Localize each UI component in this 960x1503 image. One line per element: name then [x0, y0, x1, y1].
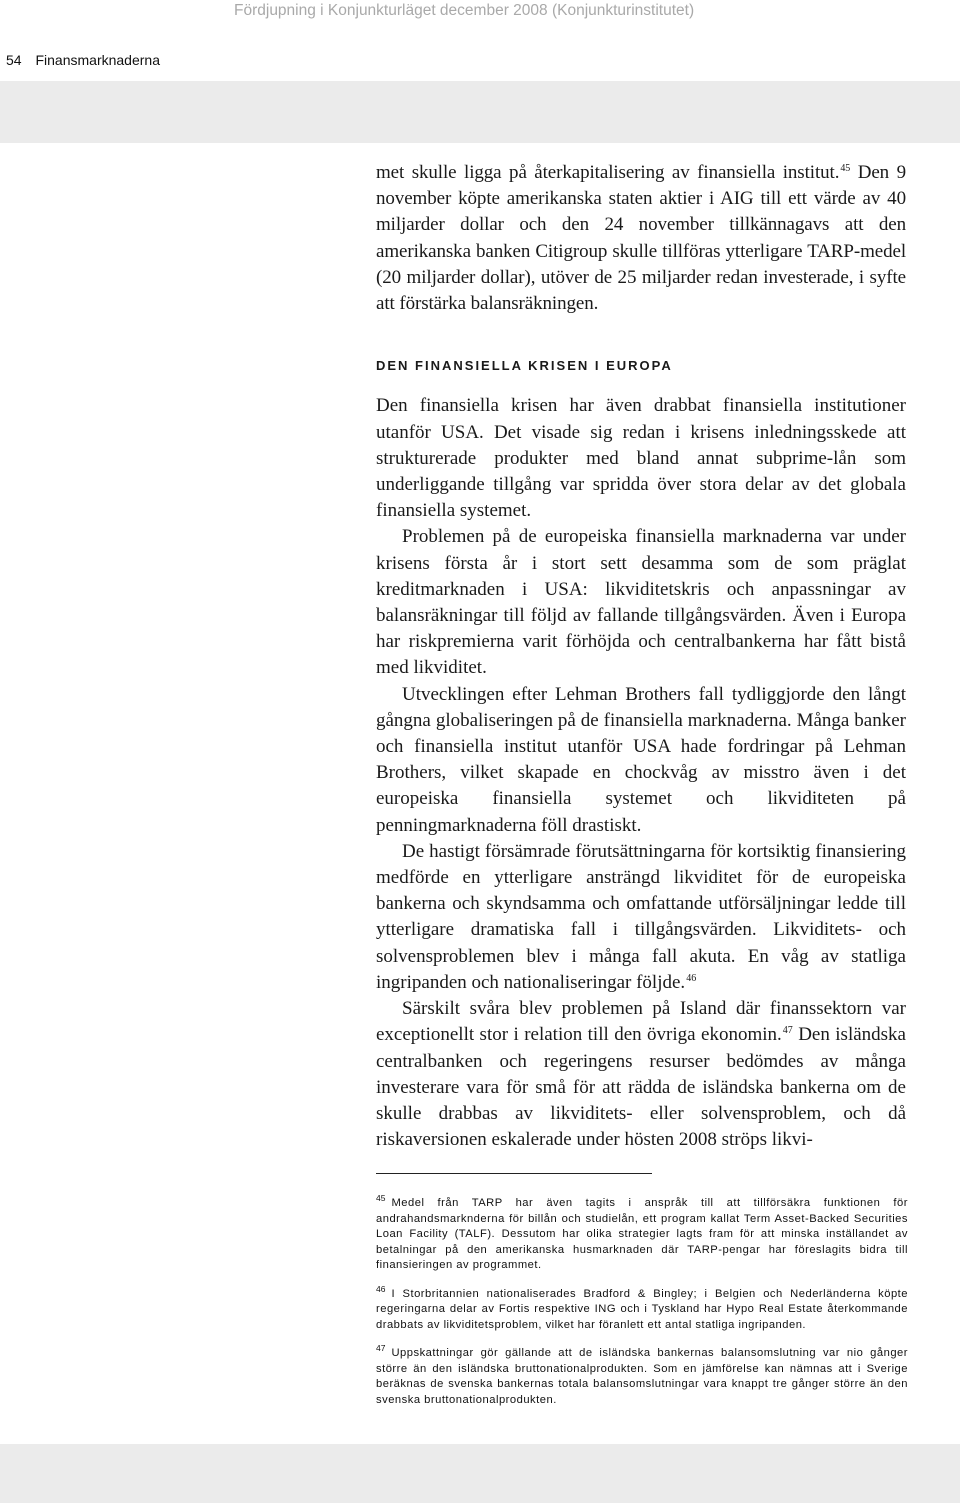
paragraph	[376, 839, 906, 996]
footnote	[376, 1343, 908, 1408]
footnote-number: 45	[376, 1193, 386, 1203]
footnote-number: 47	[376, 1343, 386, 1353]
footnote-text: Medel från TARP har även tagits i anspråk till att tillförsäkra funktionen för andrahandsmarknderna för billån och studielån, ett program kallat Term Asset-Backed Securities Loan Facility (TALF). Dessutom har olika strategier lagts fram för att minska inställandet av betalningar på den amerikanska husmarknaden där TARP-pengar har föreslagits bidra till finansieringen av programmet.	[376, 1197, 908, 1271]
paragraph	[376, 160, 906, 317]
document-title: Fördjupning i Konjunkturläget december 2008 (Konjunkturinstitutet)	[234, 2, 695, 19]
paragraph-text: Särskilt svåra blev problemen på Island där finanssektorn var exceptionellt stor i relation till den övriga ekonomin.	[376, 998, 906, 1046]
section-heading: DEN FINANSIELLA KRISEN I EUROPA	[376, 358, 673, 374]
paragraph-text: met skulle ligga på återkapitalisering av finansiella institut.	[376, 162, 840, 183]
footnote-ref[interactable]: 47	[782, 1025, 793, 1037]
page-separator-band	[0, 81, 960, 143]
footnote-number: 46	[376, 1283, 386, 1294]
paragraph: Problemen på de europeiska finansiella marknaderna var under krisens första år i stort sett desamma som de som präglat kreditmarknaden i USA: likviditetskris och anpassningar av balansräkningar till följd av fallande tillgångsvärden. Även i Europa har riskpremierna varit förhöjda och centralbankerna har fått bistå med likviditet.	[376, 526, 906, 679]
footnote-ref[interactable]: 46	[686, 972, 697, 984]
paragraph-text: De hastigt försämrade förutsättningarna för kortsiktig finansiering medförde en ytterligare ansträngd likviditet för de europeiska bankerna och skyndsamma och omfattande utförsäljningar ledde till ytterligare dramatiska fall i tillgångsvärden. Likviditets- och solvensproblemen blev i många fall akuta. En våg av statliga ingripanden och nationaliseringar följde.	[376, 840, 906, 993]
running-head	[6, 52, 160, 68]
page-separator-band	[0, 1444, 960, 1503]
footnote-ref[interactable]: 45	[840, 163, 851, 174]
paragraph	[376, 996, 906, 1153]
paragraph: Utvecklingen efter Lehman Brothers fall tydliggjorde den långt gångna globaliseringen på de finansiella marknaderna. Många banker och finansiella institut utanför USA hade fordringar på Lehman Brothers, vilket skapade en chockvåg av misstro även i det europeiska finansiella systemet och likviditeten på penningmarknaderna föll drastiskt.	[376, 683, 906, 836]
page-number: 54	[6, 52, 22, 68]
paragraph-text: Den 9 november köpte amerikanska staten aktier i AIG till ett värde av 40 miljarder dollar och den 24 november tillkännagavs att den amerikanska banken Citigroup skulle tillföras ytterligare TARP-medel (20 miljarder dollar), utöver de 25 miljarder redan investerade, i syfte att förstärka balansräkningen.	[376, 162, 906, 315]
paragraph-text: Den isländska centralbanken och regeringens resurser bedömdes av många investerare vara för små för att rädda de isländska bankerna om de skulle drabbas av likviditets- eller solvensproblem, och då riskaversionen eskalerade under hösten 2008 ströps likvi-	[376, 1024, 906, 1151]
document-title-bar	[0, 0, 960, 38]
footnote-divider	[376, 1173, 652, 1174]
footnotes	[376, 1193, 908, 1421]
paragraph: Den finansiella krisen har även drabbat finansiella institutioner utanför USA. Det visade sig redan i krisens inledningsskede att strukturerade produkter med bland annat subprime-lån som underliggande tillgång var spridda över stora delar av det globala finansiella systemet.	[376, 395, 906, 522]
footnote	[376, 1193, 908, 1274]
footnote	[376, 1283, 908, 1334]
body-text	[376, 160, 906, 1153]
section-name: Finansmarknaderna	[35, 52, 160, 68]
footnote-text: Uppskattningar gör gällande att de isländska bankernas balansomslutning var nio gånger större än den isländska bruttonationalprodukten. Som en jämförelse kan nämnas att i Sverige beräknas de svenska bankernas totala balansomslutningar vara knappt tre gånger större än den svenska bruttonationalprodukten.	[376, 1347, 908, 1406]
footnote-text: I Storbritannien nationaliserades Bradford & Bingley; i Belgien och Nederländerna köpte regeringarna delar av Fortis respektive ING och i Tyskland har Hypo Real Estate återkommande drabbats av likviditetsproblem, vilket har föranlett ett antal statliga ingripanden.	[376, 1287, 908, 1331]
